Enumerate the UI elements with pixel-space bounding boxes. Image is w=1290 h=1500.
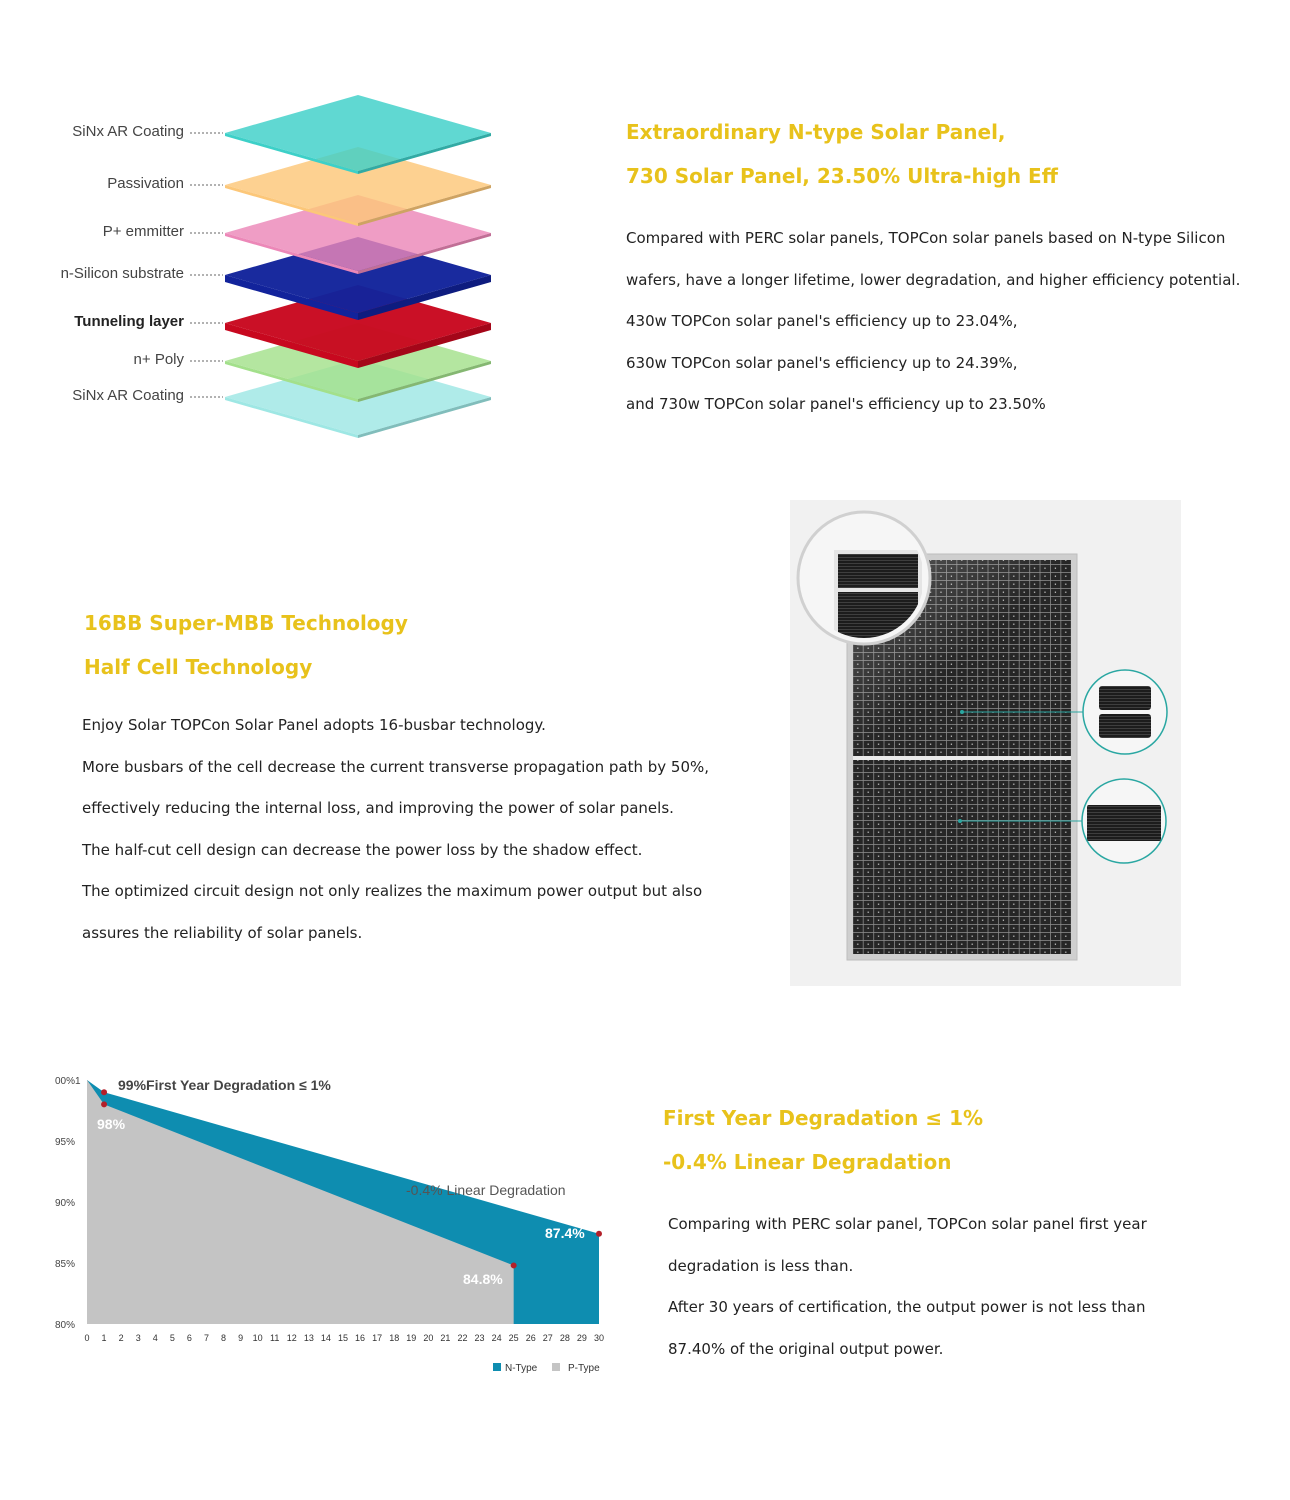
y-tick-label: 95% <box>55 1137 76 1148</box>
legend-label-ntype: N-Type <box>505 1363 538 1374</box>
paragraph-line: Enjoy Solar TOPCon Solar Panel adopts 16-busbar technology. <box>82 716 546 734</box>
layer-stack-diagram <box>40 85 510 445</box>
x-tick-label: 11 <box>270 1333 280 1343</box>
x-tick-label: 3 <box>135 1333 141 1343</box>
x-tick-label: 12 <box>286 1333 297 1343</box>
paragraph-line: 430w TOPCon solar panel's efficiency up to 23.04%, <box>626 312 1018 330</box>
data-point <box>596 1231 602 1237</box>
layer-label: Tunneling layer <box>74 313 184 330</box>
section2-text <box>84 601 764 954</box>
section1-title-line2: 730 Solar Panel, 23.50% Ultra-high Eff <box>626 164 1058 188</box>
x-tick-label: 29 <box>576 1333 587 1343</box>
x-tick-label: 17 <box>372 1333 383 1343</box>
section1-text <box>626 110 1276 426</box>
annotation-ptype-first: 98% <box>97 1116 126 1132</box>
x-tick-label: 26 <box>525 1333 536 1343</box>
layer-face <box>225 95 491 171</box>
x-tick-label: 16 <box>355 1333 366 1343</box>
x-tick-label: 7 <box>203 1333 209 1343</box>
paragraph-line: assures the reliability of solar panels. <box>82 923 363 942</box>
x-tick-label: 20 <box>423 1333 434 1343</box>
paragraph-line: After 30 years of certification, the output power is not less than <box>668 1298 1146 1316</box>
x-tick-label: 21 <box>440 1333 451 1343</box>
x-tick-label: 6 <box>186 1333 192 1343</box>
section2-paragraph <box>82 705 764 954</box>
legend-swatch-ntype <box>493 1363 501 1371</box>
x-tick-label: 23 <box>474 1333 485 1343</box>
x-tick-label: 27 <box>542 1333 553 1343</box>
x-tick-label: 5 <box>169 1333 175 1343</box>
degradation-chart <box>40 1060 620 1400</box>
paragraph-line: The half-cut cell design can decrease the power loss by the shadow effect. <box>82 840 643 859</box>
x-tick-label: 30 <box>593 1333 605 1343</box>
section3-title-line1: First Year Degradation ≤ 1% <box>663 1106 984 1130</box>
y-tick-label: 85% <box>55 1259 76 1270</box>
paragraph-line: wafers, have a longer lifetime, lower degradation, and higher efficiency potential. <box>626 270 1241 289</box>
section1-paragraph <box>626 218 1276 426</box>
section3-title-line2: -0.4% Linear Degradation <box>663 1150 952 1174</box>
section1-title-line1: Extraordinary N-type Solar Panel, <box>626 120 1006 144</box>
x-tick-label: 1 <box>101 1333 107 1343</box>
layer-label: n+ Poly <box>133 351 184 368</box>
section3-paragraph <box>668 1204 1283 1370</box>
x-tick-label: 8 <box>221 1333 227 1343</box>
paragraph-line: More busbars of the cell decrease the current transverse propagation path by 50%, <box>82 757 710 776</box>
paragraph-line: Compared with PERC solar panels, TOPCon solar panels based on N-type Silicon <box>626 229 1226 247</box>
x-tick-label: 10 <box>252 1333 263 1343</box>
paragraph-line: 630w TOPCon solar panel's efficiency up to 24.39%, <box>626 353 1018 372</box>
x-tick-label: 19 <box>406 1333 417 1343</box>
x-tick-label: 9 <box>238 1333 244 1343</box>
annotation-first-year: 99%First Year Degradation ≤ 1% <box>118 1077 331 1093</box>
layer-label: SiNx AR Coating <box>72 387 184 404</box>
y-tick-label: 90% <box>55 1198 76 1209</box>
paragraph-line: 87.40% of the original output power. <box>668 1339 944 1358</box>
section2-title-line1: 16BB Super-MBB Technology <box>84 611 408 635</box>
legend-label-ptype: P-Type <box>568 1363 600 1374</box>
layer-1 <box>225 95 491 174</box>
annotation-ptype-end: 84.8% <box>463 1271 503 1287</box>
layer-label: P+ emmitter <box>102 223 184 240</box>
x-tick-label: 0 <box>84 1333 90 1343</box>
x-tick-label: 15 <box>337 1333 349 1343</box>
solar-panel-graphic <box>790 500 1181 986</box>
x-tick-label: 13 <box>303 1333 314 1343</box>
section2-title-line2: Half Cell Technology <box>84 655 313 679</box>
layer-label: Passivation <box>107 175 184 192</box>
data-point <box>511 1262 517 1268</box>
data-point <box>101 1101 107 1107</box>
annotation-ntype-end: 87.4% <box>545 1225 585 1241</box>
x-tick-label: 25 <box>508 1333 519 1343</box>
legend-swatch-ptype <box>552 1363 560 1371</box>
x-tick-label: 18 <box>389 1333 400 1343</box>
layer-label: n-Silicon substrate <box>60 265 184 282</box>
annotation-linear: -0.4% Linear Degradation <box>406 1182 566 1198</box>
x-tick-label: 14 <box>320 1333 331 1343</box>
paragraph-line: effectively reducing the internal loss, and improving the power of solar panels. <box>82 799 674 817</box>
data-point <box>101 1089 107 1095</box>
section3-text <box>663 1096 1283 1370</box>
layer-label: SiNx AR Coating <box>72 123 184 140</box>
y-tick-label: 80% <box>55 1320 76 1331</box>
solar-panel-image <box>790 500 1181 986</box>
y-tick-label: 00%1 <box>55 1076 81 1087</box>
paragraph-line: The optimized circuit design not only realizes the maximum power output but also <box>82 882 703 900</box>
x-tick-label: 22 <box>457 1333 468 1343</box>
x-tick-label: 2 <box>118 1333 124 1343</box>
degradation-chart-graphic <box>40 1060 620 1400</box>
paragraph-line: Comparing with PERC solar panel, TOPCon solar panel first year <box>668 1215 1147 1233</box>
x-tick-label: 4 <box>152 1333 158 1343</box>
paragraph-line: and 730w TOPCon solar panel's efficiency up to 23.50% <box>626 395 1046 413</box>
x-tick-label: 24 <box>491 1333 502 1343</box>
x-tick-label: 28 <box>559 1333 570 1343</box>
paragraph-line: degradation is less than. <box>668 1256 854 1275</box>
